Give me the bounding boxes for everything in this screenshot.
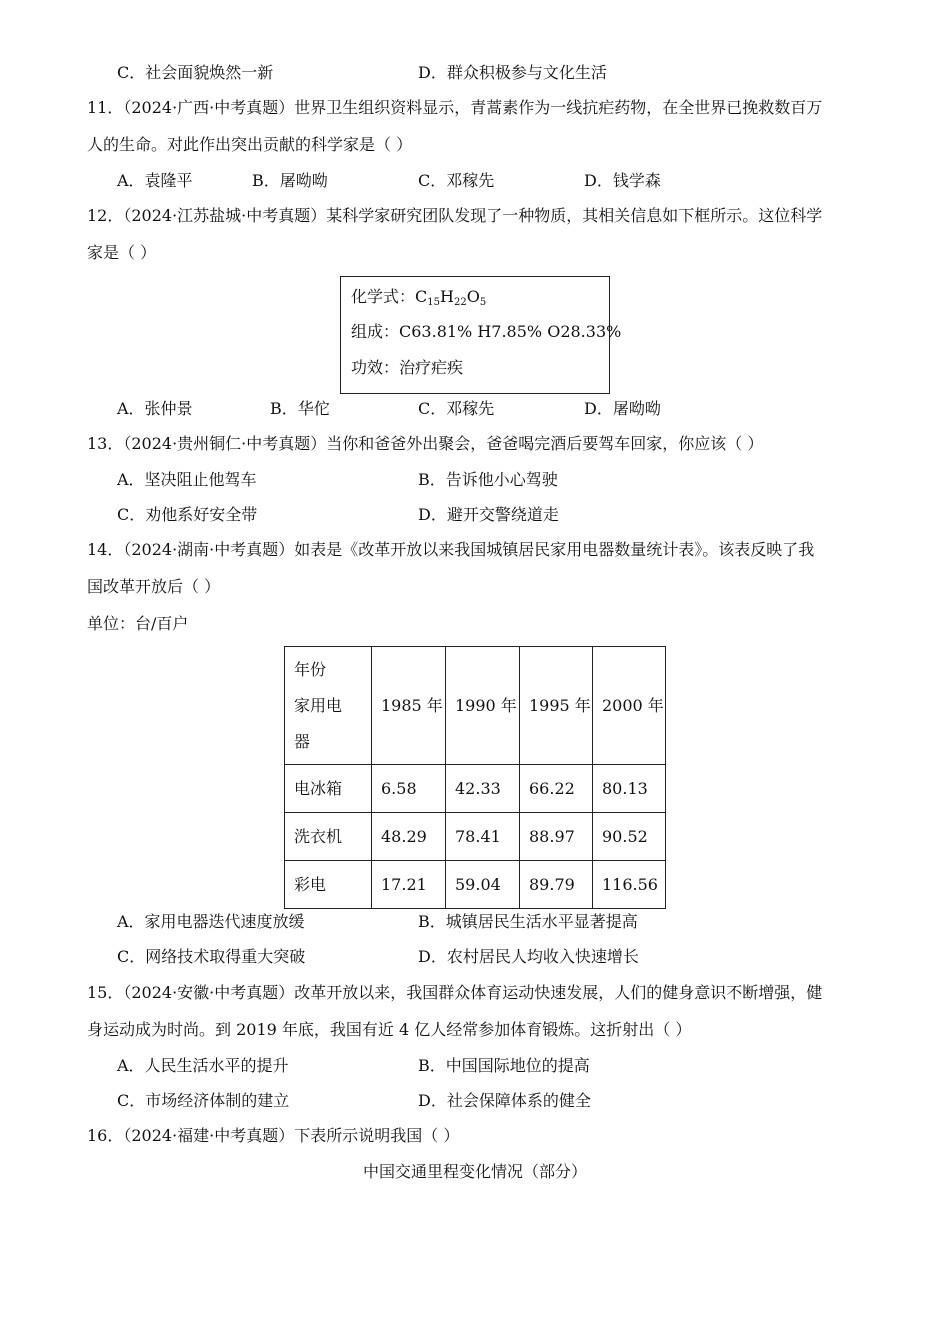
q12-option-b: B．华佗	[270, 399, 330, 418]
table-cell: 80.13	[593, 765, 666, 813]
q12-option-c: C．邓稼先	[418, 399, 495, 418]
q12-info-box	[340, 276, 622, 394]
q12-option-a: A．张仲景	[117, 399, 193, 418]
q15-option-c: C．市场经济体制的建立	[117, 1091, 290, 1110]
table-row-label: 彩电	[285, 861, 372, 909]
table-row	[285, 765, 666, 813]
q14-option-a: A．家用电器迭代速度放缓	[117, 912, 305, 931]
q12-composition: 组成：C63.81% H7.85% O28.33%	[351, 322, 622, 341]
q11-stem-line1: 11．（2024·广西·中考真题）世界卫生组织资料显示，青蒿素作为一线抗疟药物，在全世界已挽救数百万	[87, 98, 823, 117]
q13-option-d: D．避开交警绕道走	[418, 505, 559, 524]
q15-stem-line2: 身运动成为时尚。到 2019 年底，我国有近 4 亿人经常参加体育锻炼。这折射出（ ）	[87, 1020, 692, 1039]
table-cell: 42.33	[446, 765, 520, 813]
q12-option-d: D．屠呦呦	[584, 399, 661, 418]
table-row-label: 电冰箱	[285, 765, 372, 813]
table-cell: 6.58	[372, 765, 446, 813]
table-cell: 59.04	[446, 861, 520, 909]
table-cell: 90.52	[593, 813, 666, 861]
table-cell: 78.41	[446, 813, 520, 861]
q11-option-d: D．钱学森	[584, 171, 661, 190]
table-cell: 88.97	[520, 813, 593, 861]
table-year-header: 1995 年	[520, 647, 593, 765]
q10-option-d: D．群众积极参与文化生活	[418, 63, 607, 82]
q12-effect: 功效：治疗疟疾	[351, 358, 464, 377]
q14-stem-line2: 国改革开放后（ ）	[87, 577, 221, 596]
q13-option-c: C．劝他系好安全带	[117, 505, 258, 524]
table-cell: 116.56	[593, 861, 666, 909]
q15-stem-line1: 15．（2024·安徽·中考真题）改革开放以来，我国群众体育运动快速发展，人们的健身意识不断增强，健	[87, 983, 823, 1002]
q14-stem-line1: 14．（2024·湖南·中考真题）如表是《改革开放以来我国城镇居民家用电器数量统计表》。该表反映了我	[87, 540, 815, 559]
q14-appliance-table	[284, 646, 666, 909]
table-year-header: 1990 年	[446, 647, 520, 765]
q15-option-d: D．社会保障体系的健全	[418, 1091, 591, 1110]
q16-stem-line1: 16．（2024·福建·中考真题）下表所示说明我国（ ）	[87, 1126, 460, 1145]
q16-table-caption: 中国交通里程变化情况（部分）	[362, 1162, 587, 1181]
q14-option-d: D．农村居民人均收入快速增长	[418, 947, 639, 966]
table-cell: 89.79	[520, 861, 593, 909]
q14-unit-label: 单位：台/百户	[87, 614, 189, 633]
q14-option-c: C．网络技术取得重大突破	[117, 947, 306, 966]
table-cell: 66.22	[520, 765, 593, 813]
q11-stem-line2: 人的生命。对此作出突出贡献的科学家是（ ）	[87, 135, 413, 154]
table-header-row	[285, 647, 666, 765]
q14-option-b: B．城镇居民生活水平显著提高	[418, 912, 638, 931]
table-year-header: 2000 年	[593, 647, 666, 765]
q12-stem-line2: 家是（ ）	[87, 243, 157, 262]
table-row	[285, 861, 666, 909]
q15-option-b: B．中国国际地位的提高	[418, 1056, 590, 1075]
q10-option-c: C．社会面貌焕然一新	[117, 63, 274, 82]
table-cell: 48.29	[372, 813, 446, 861]
table-year-header: 1985 年	[372, 647, 446, 765]
table-row-label: 洗衣机	[285, 813, 372, 861]
table-row	[285, 813, 666, 861]
q13-option-b: B．告诉他小心驾驶	[418, 470, 558, 489]
q11-option-a: A．袁隆平	[117, 171, 193, 190]
q12-stem-line1: 12．（2024·江苏盐城·中考真题）某科学家研究团队发现了一种物质，其相关信息如下框所示。这位科学	[87, 206, 823, 225]
table-cell: 17.21	[372, 861, 446, 909]
q11-option-b: B．屠呦呦	[252, 171, 328, 190]
table-corner-cell: 年份 家用电 器	[285, 647, 372, 765]
q13-stem-line1: 13．（2024·贵州铜仁·中考真题）当你和爸爸外出聚会，爸爸喝完酒后要驾车回家，你应该（ ）	[87, 434, 764, 453]
q13-option-a: A．坚决阻止他驾车	[117, 470, 257, 489]
q15-option-a: A．人民生活水平的提升	[117, 1056, 289, 1075]
q11-option-c: C．邓稼先	[418, 171, 495, 190]
q12-formula: 化学式：$C_{15}H_{22}O_5$	[351, 287, 487, 308]
